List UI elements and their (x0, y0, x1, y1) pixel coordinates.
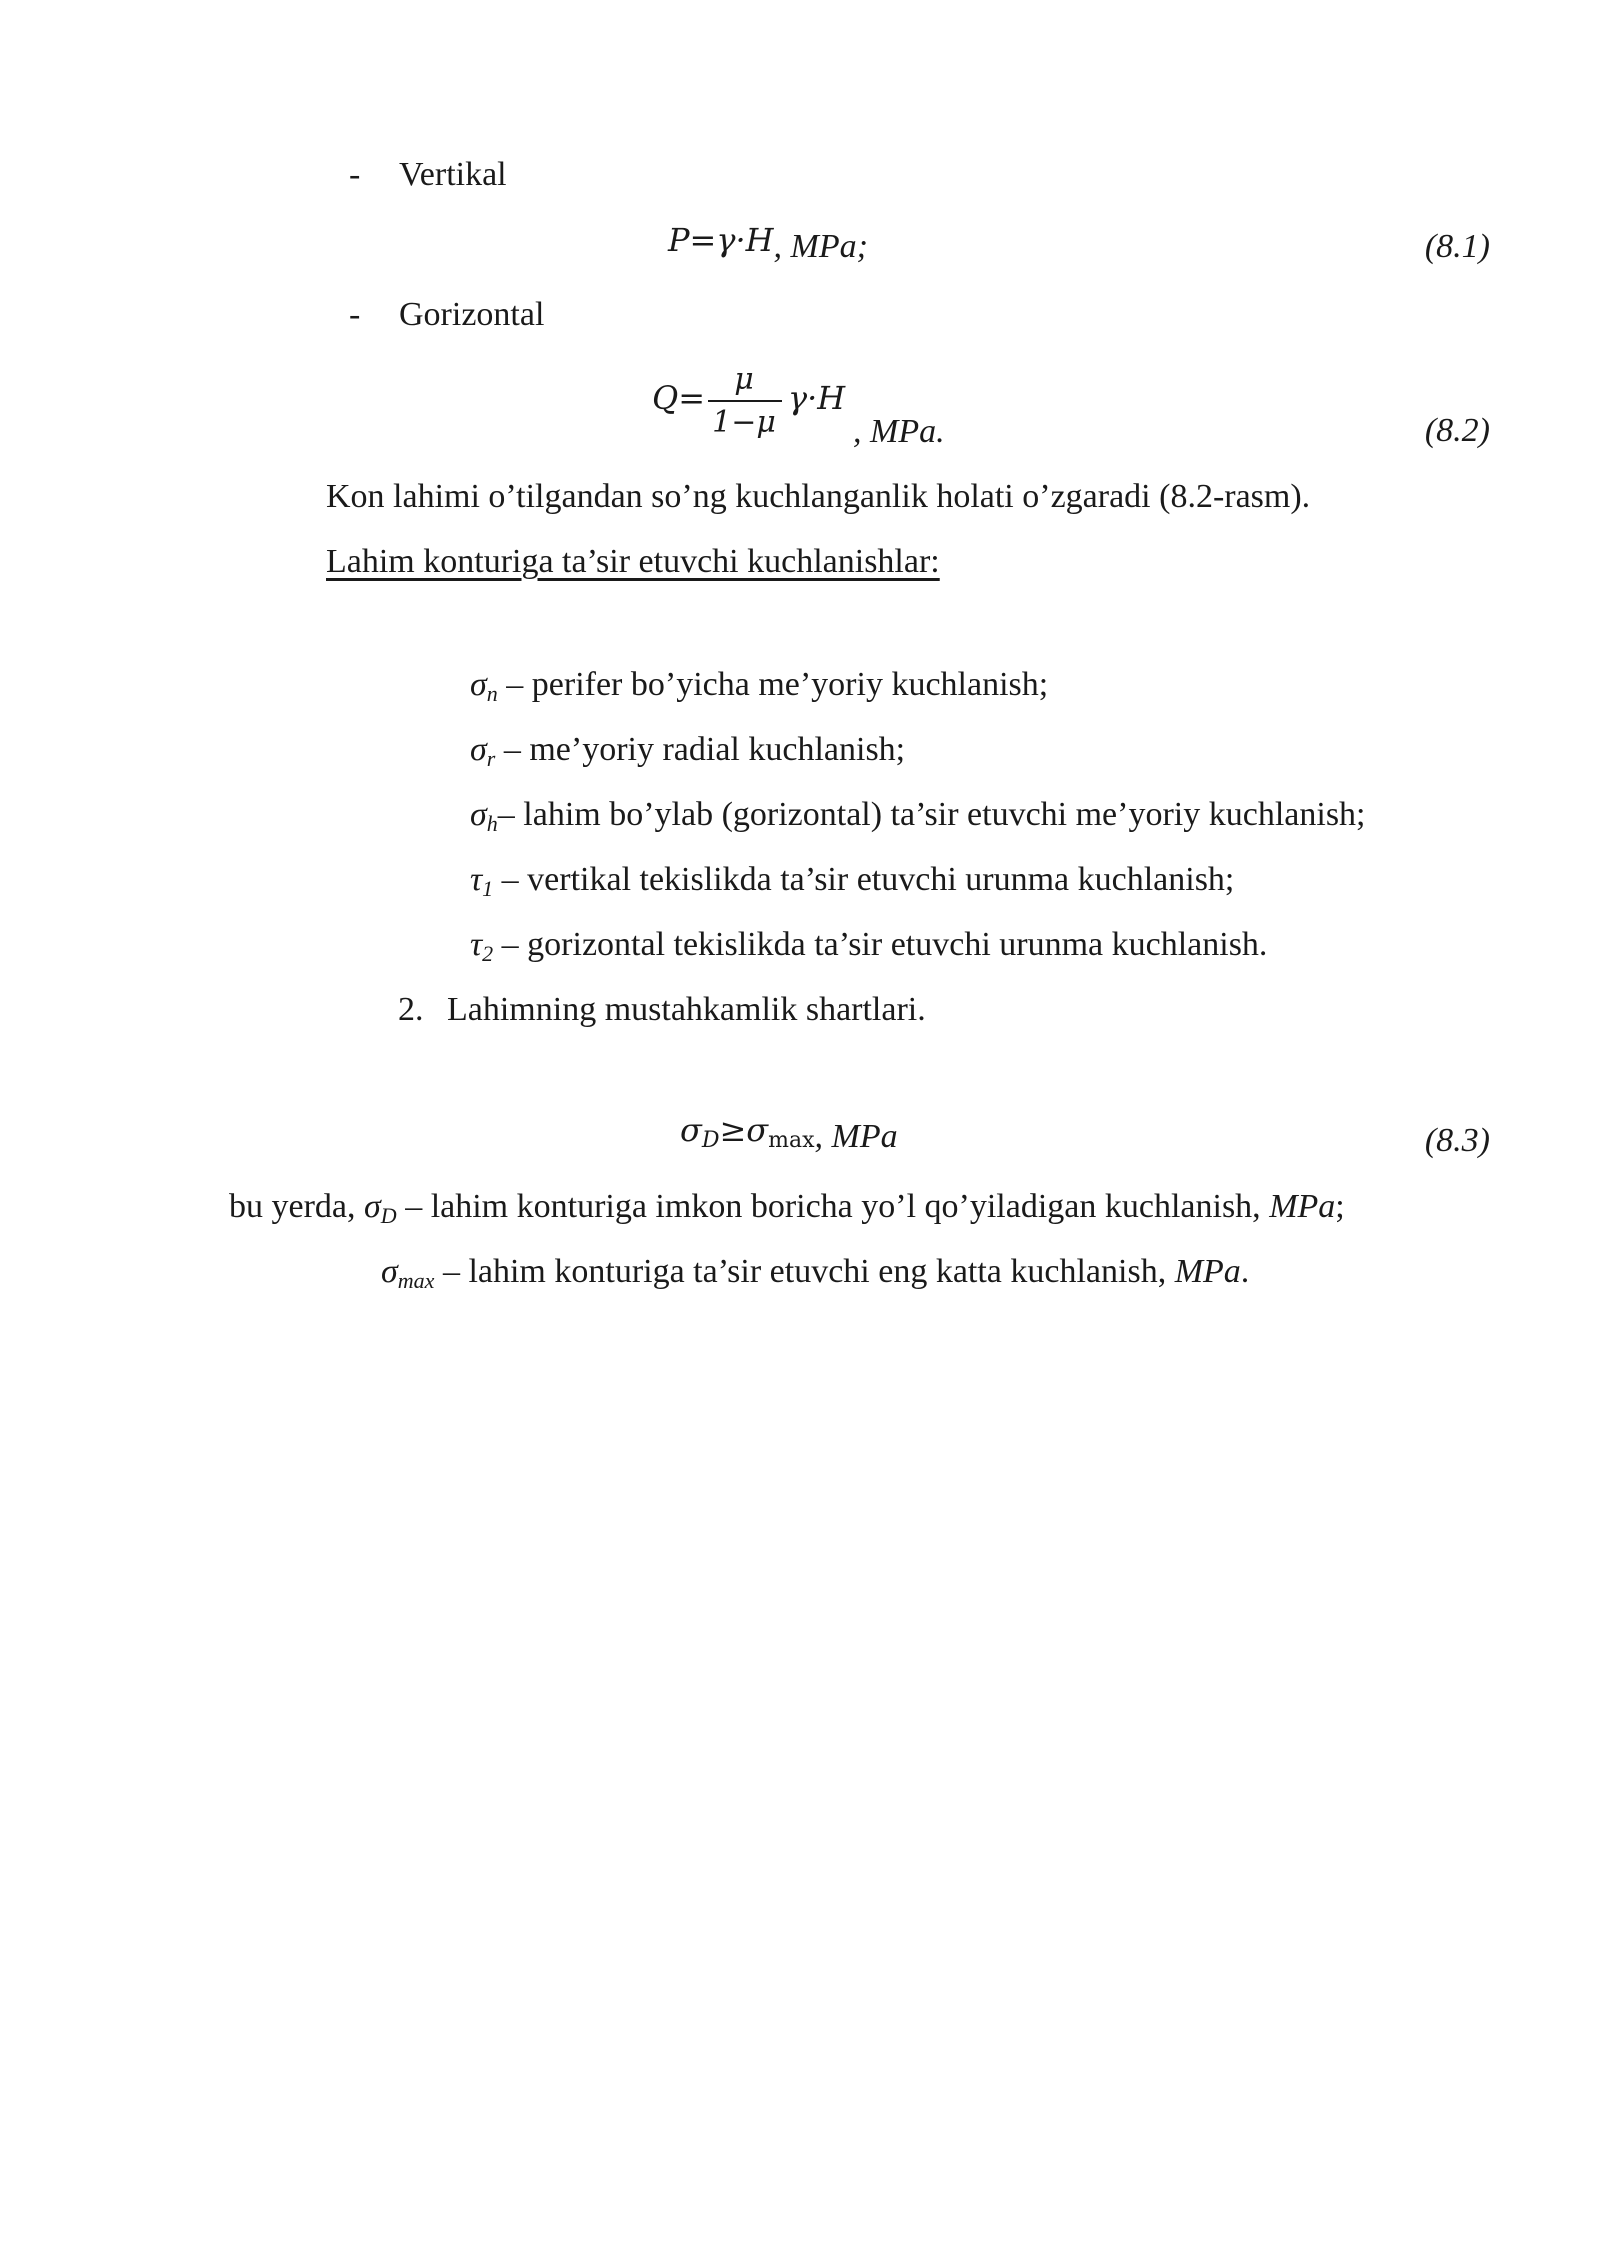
eq3-operator: ≥ (719, 1111, 747, 1149)
where-end: ; (1335, 1188, 1345, 1225)
def-subscript: h (486, 811, 498, 836)
eq2-fraction-bar (708, 400, 782, 402)
def-subscript: 2 (482, 941, 494, 966)
def-subscript: 1 (482, 876, 494, 901)
where-subscript: max (397, 1268, 435, 1293)
equation-8-3 (680, 1110, 898, 1161)
def-subscript: n (486, 681, 498, 706)
eq1-units: , MPa; (773, 228, 868, 265)
bullet-dash-vertikal: - (349, 156, 361, 193)
equation-number-8-3: (8.3) (1424, 1122, 1490, 1159)
definition-tau-2 (470, 925, 1267, 974)
bullet-label-gorizontal: Gorizontal (399, 296, 545, 333)
def-symbol: σ (470, 796, 487, 833)
paragraph-text: Kon lahimi o’tilgandan so’ng kuchlanganlik holati o’zgaradi (8.2-rasm). (326, 478, 1311, 515)
def-symbol: τ (470, 926, 483, 963)
where-symbol: σ (381, 1253, 398, 1290)
eq3-sigma-1: σ (680, 1111, 702, 1149)
eq3-units: , MPa (814, 1118, 898, 1155)
eq1-equals: = (689, 221, 717, 259)
def-text: – vertikal tekislikda ta’sir etuvchi urunma kuchlanish; (493, 861, 1235, 898)
eq1-rhs: γ·H (716, 221, 774, 259)
def-symbol: τ (470, 861, 483, 898)
where-unit: MPa (1269, 1188, 1336, 1225)
where-end: . (1240, 1253, 1250, 1290)
eq2-lhs-symbol: Q (652, 379, 679, 417)
where-prefix: bu yerda, (229, 1188, 365, 1225)
equation-number-8-2: (8.2) (1424, 412, 1490, 449)
eq2-equals: = (678, 379, 706, 417)
eq3-sigma-2: σ (746, 1111, 769, 1149)
equation-number-8-1: (8.1) (1424, 228, 1490, 265)
list-item-number: 2. (398, 991, 424, 1028)
def-text: – lahim bo’ylab (gorizontal) ta’sir etuvchi me’yoriy kuchlanish; (497, 796, 1366, 833)
section-heading: Lahim konturiga ta’sir etuvchi kuchlanishlar: (326, 543, 940, 580)
def-text: – perifer bo’yicha me’yoriy kuchlanish; (497, 666, 1049, 703)
definition-tau-1 (470, 860, 1234, 909)
where-line-1 (229, 1187, 1345, 1236)
eq2-denominator: 1−μ (712, 405, 776, 440)
definition-sigma-r (470, 730, 905, 779)
bullet-label-vertikal: Vertikal (399, 156, 507, 193)
equation-8-1 (668, 220, 868, 265)
bullet-dash-gorizontal: - (349, 296, 361, 333)
def-text: – me’yoriy radial kuchlanish; (495, 731, 906, 768)
where-symbol: σ (364, 1188, 381, 1225)
eq2-units: , MPa. (853, 413, 945, 450)
eq2-rhs: γ·H (788, 379, 846, 417)
where-unit: MPa (1174, 1253, 1241, 1290)
list-item-text: Lahimning mustahkamlik shartlari. (447, 991, 926, 1028)
where-text: – lahim konturiga ta’sir etuvchi eng katta kuchlanish, (434, 1253, 1175, 1290)
where-line-2 (381, 1252, 1249, 1301)
definition-sigma-h (470, 795, 1366, 844)
definition-sigma-n (470, 665, 1048, 714)
eq2-lhs (652, 378, 705, 418)
where-subscript: D (380, 1203, 397, 1228)
def-symbol: σ (470, 666, 487, 703)
eq3-sub-max: max (768, 1128, 815, 1153)
def-text: – gorizontal tekislikda ta’sir etuvchi urunma kuchlanish. (493, 926, 1268, 963)
where-text: – lahim konturiga imkon boricha yo’l qo’yiladigan kuchlanish, (396, 1188, 1270, 1225)
def-subscript: r (486, 746, 496, 771)
def-symbol: σ (470, 731, 487, 768)
eq3-sub-d: D (701, 1128, 720, 1153)
eq1-lhs: P (668, 221, 690, 259)
eq2-numerator: μ (734, 362, 754, 397)
